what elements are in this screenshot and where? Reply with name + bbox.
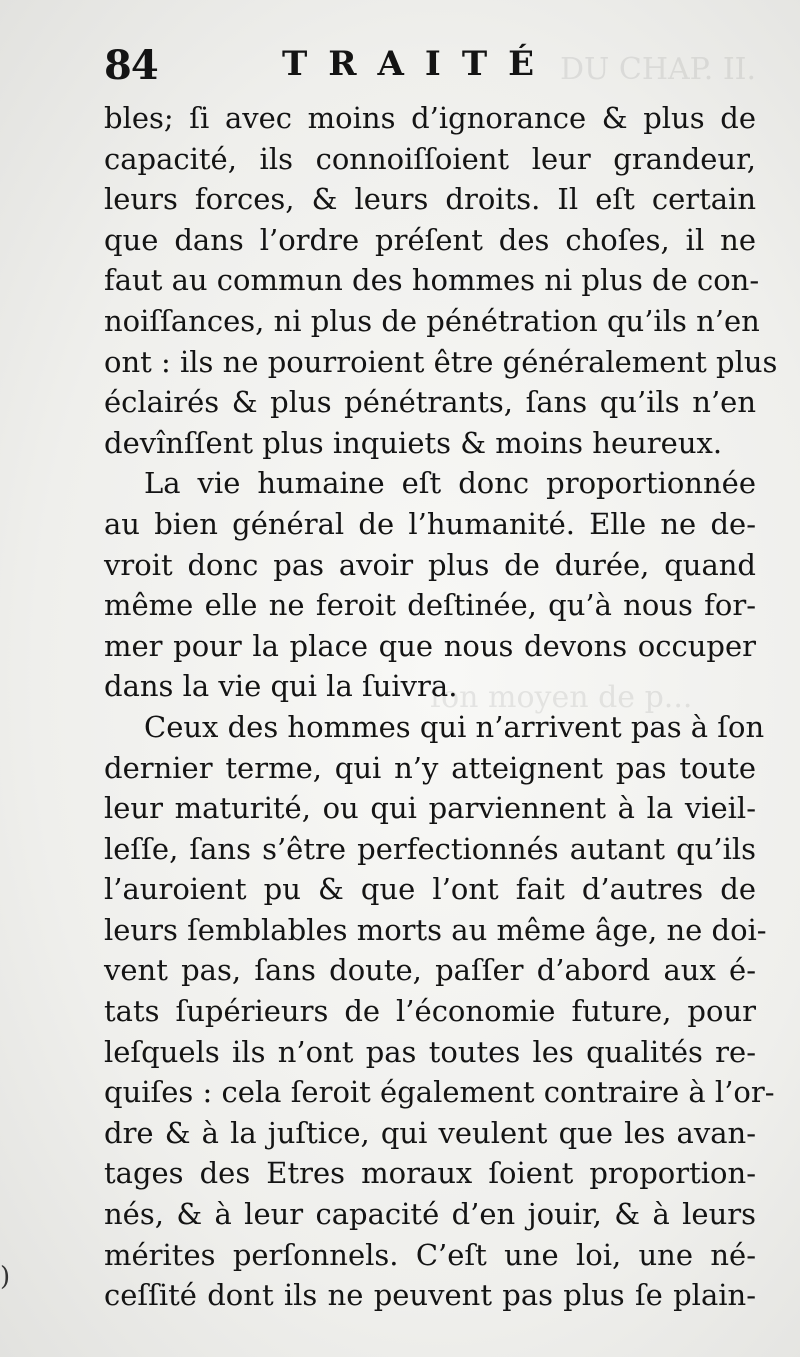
running-head: TRAITÉ [282, 44, 556, 84]
text-line: Ceux des hommes qui n’arrivent pas à ſon [144, 709, 765, 744]
text-line: leſquels ils n’ont pas toutes les qualités re- [104, 1034, 756, 1069]
text-line: devînſſent plus inquiets & moins heureux. [104, 425, 723, 460]
text-line: tages des Etres moraux ſoient proportion- [104, 1156, 756, 1191]
text-line: ceſſité dont ils ne peuvent pas plus ſe plain- [104, 1278, 756, 1313]
show-through-text: DU CHAP. II. [560, 52, 757, 87]
text-line: vent pas, ſans doute, paſſer d’abord aux é- [104, 953, 756, 988]
text-line: tats ſupérieurs de l’économie future, pour [104, 994, 756, 1029]
text-line: noiſſances, ni plus de pénétration qu’ils n’en [104, 303, 760, 338]
text-line: l’auroient pu & que l’ont fait d’autres de [104, 872, 756, 907]
text-line: mérites perſonnels. C’eſt une loi, une né- [104, 1237, 756, 1272]
text-line: dernier terme, qui n’y atteignent pas toute [104, 750, 756, 785]
text-line: leurs forces, & leurs droits. Il eſt certain [104, 182, 756, 217]
text-line: que dans l’ordre préſent des choſes, il ne [104, 222, 756, 257]
text-line: même elle ne feroit deſtinée, qu’à nous for- [104, 588, 756, 623]
text-line: quiſes : cela ſeroit également contraire à l’or- [104, 1075, 775, 1110]
page-header [104, 36, 764, 96]
text-line: ont : ils ne pourroient être généralement plus [104, 344, 778, 379]
text-line: mer pour la place que nous devons occuper [104, 628, 756, 663]
text-line: bles; ſi avec moins d’ignorance & plus de [104, 101, 756, 135]
text-line: La vie humaine eſt donc proportionnée [144, 466, 756, 501]
text-line: nés, & à leur capacité d’en jouir, & à leurs [104, 1197, 756, 1232]
text-line: dans la vie qui la ſuivra. [104, 669, 458, 704]
text-line: leſſe, ſans s’être perfectionnés autant qu’ils [104, 831, 756, 866]
text-line: éclairés & plus pénétrants, ſans qu’ils n’en [104, 385, 756, 420]
text-line: dre & à la juſtice, qui veulent que les avan- [104, 1115, 756, 1150]
text-line: au bien général de l’humanité. Elle ne de- [104, 506, 756, 541]
body-text [104, 98, 778, 1316]
text-line: capacité, ils connoiſſoient leur grandeur, [104, 141, 756, 176]
text-line: faut au commun des hommes ni plus de con- [104, 263, 760, 298]
text-line: leur maturité, ou qui parviennent à la vieil- [104, 791, 756, 826]
page-edge-mark: ) [0, 1262, 11, 1292]
page-number: 84 [104, 42, 158, 89]
show-through-text: ſon moyen de p... [430, 680, 693, 715]
text-line: leurs ſemblables morts au même âge, ne doi- [104, 912, 767, 947]
text-line: vroit donc pas avoir plus de durée, quand [104, 547, 756, 582]
